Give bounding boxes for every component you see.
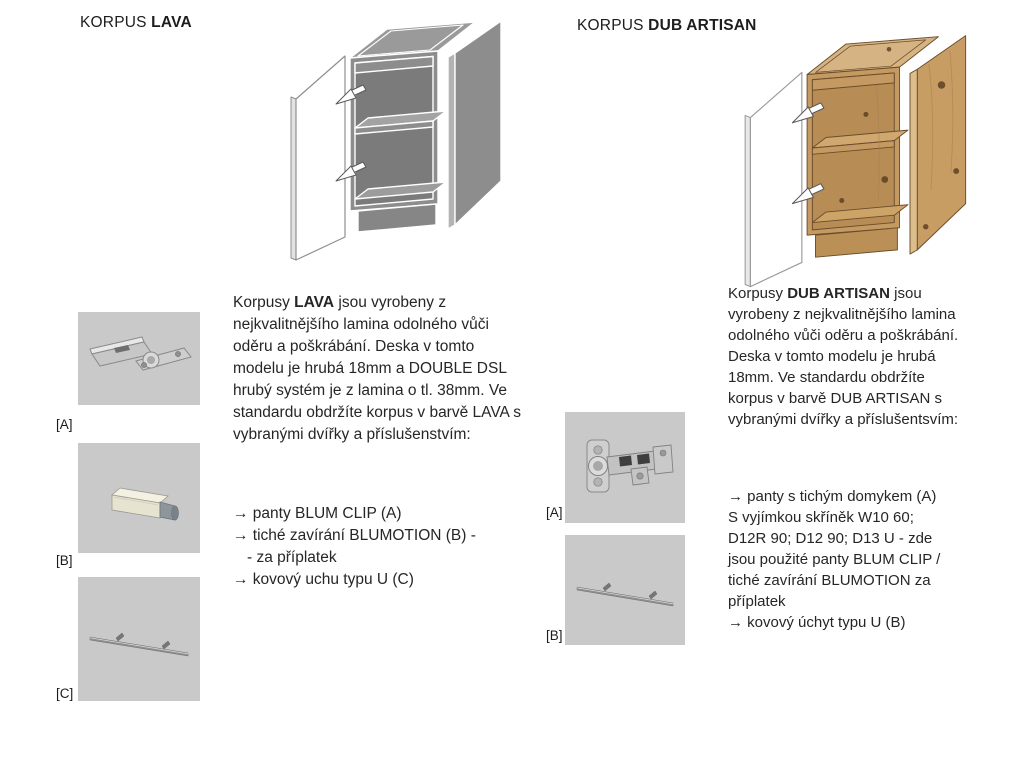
- open-door: [291, 56, 345, 260]
- artisan-description: [728, 283, 966, 430]
- lava-hardware-photo-b: [78, 443, 200, 553]
- bullet-line: → kovový uchu typu U (C): [233, 571, 414, 588]
- bullet-line: tiché zavírání BLUMOTION za: [728, 572, 931, 589]
- artisan-hardware-photo-a: [565, 412, 685, 523]
- lava-cabinet-illustration: [288, 8, 528, 273]
- lava-bullet-list: [233, 503, 533, 591]
- hardware-label-c: [C]: [56, 686, 74, 701]
- right-section-title: [577, 17, 757, 35]
- bullet-line-continuation: - za příplatek: [247, 549, 337, 566]
- dub-artisan-cabinet-illustration: [742, 22, 994, 270]
- artisan-bullet-list: [728, 486, 973, 633]
- artisan-intro-bold: DUB ARTISAN: [787, 285, 890, 302]
- u-handle-rail-photo: [565, 535, 685, 645]
- artisan-hardware-photo-b: [565, 535, 685, 645]
- left-title-bold: LAVA: [151, 14, 192, 31]
- lava-hardware-photo-a: [78, 312, 200, 405]
- lava-intro-prefix: Korpusy: [233, 294, 295, 311]
- bullet-line: → tiché zavírání BLUMOTION (B) -: [233, 527, 476, 544]
- artisan-intro-prefix: Korpusy: [728, 285, 788, 302]
- hardware-label-b: [B]: [56, 553, 73, 568]
- right-title-bold: DUB ARTISAN: [648, 17, 757, 34]
- hardware-label-b: [B]: [546, 628, 563, 643]
- cabinet-drawing-lava: [288, 8, 528, 273]
- cabinet-drawing-oak: [742, 22, 994, 300]
- hardware-label-a: [A]: [56, 417, 73, 432]
- side-panel: [910, 36, 966, 254]
- artisan-intro-rest: jsou vyrobeny z nejkvalitnějšího lamina odolného vůči oděru a poškrábání. Deska v tomto modelu je hrubá 18mm. Ve standardu obdržíte korpus v barvě DUB ARTISAN s vybranými dvířky a příslušentsvím:: [728, 285, 959, 428]
- right-title-regular: KORPUS: [577, 17, 649, 34]
- lava-description: [233, 292, 529, 446]
- bullet-line: → panty BLUM CLIP (A): [233, 505, 402, 522]
- bullet-line: → panty s tichým domykem (A): [728, 488, 937, 505]
- soft-close-hinge-photo: [565, 412, 685, 523]
- blumotion-damper-photo: [78, 443, 200, 553]
- lava-hardware-photo-c: [78, 577, 200, 701]
- bullet-line: → kovový úchyt typu U (B): [728, 614, 906, 631]
- blum-clip-hinge-photo: [78, 312, 200, 405]
- open-door: [745, 72, 802, 286]
- side-panel: [448, 21, 501, 229]
- bullet-line: D12R 90; D12 90; D13 U - zde: [728, 530, 933, 547]
- hardware-label-a: [A]: [546, 505, 563, 520]
- bullet-line: jsou použité panty BLUM CLIP /: [728, 551, 941, 568]
- bullet-line: příplatek: [728, 593, 786, 610]
- bullet-line: S vyjímkou skříněk W10 60;: [728, 509, 914, 526]
- left-title-regular: KORPUS: [80, 14, 152, 31]
- left-section-title: [80, 14, 192, 32]
- lava-intro-rest: jsou vyrobeny z nejkvalitnějšího lamina odolného vůči oděru a poškrábání. Deska v tomto modelu je hrubá 18mm a DOUBLE DSL hrubý systém je z lamina o tl. 38mm. Ve standardu obdržíte korpus v barvě LAVA s vybranými dvířky a příslušenstvím:: [233, 294, 522, 443]
- u-handle-rail-photo: [78, 577, 200, 701]
- lava-intro-bold: LAVA: [294, 294, 335, 311]
